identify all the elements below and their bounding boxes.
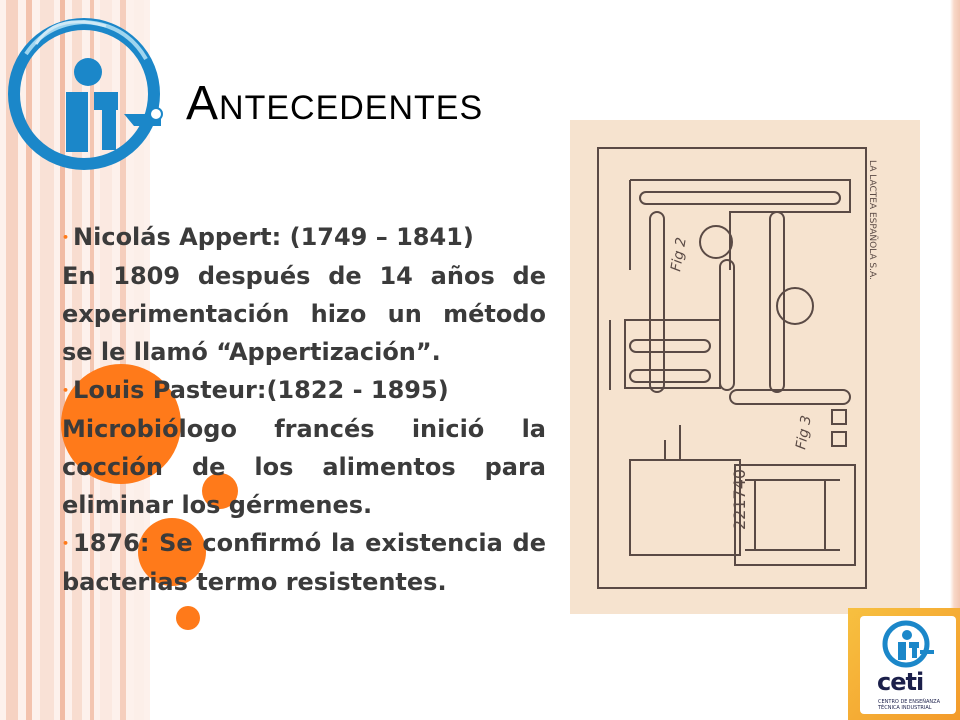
bullet-appert: • Nicolás Appert: (1749 – 1841) — [62, 218, 546, 257]
slide-title: Antecedentes — [186, 77, 484, 130]
text-pasteur: Microbiólogo francés inició la cocción de los alimentos para eliminar los gérmenes. — [62, 415, 546, 519]
patent-number: 221740 — [730, 468, 749, 530]
patent-header: LA LACTEA ESPAÑOLA S.A. — [867, 160, 877, 280]
ceti-logo-subtitle: CENTRO DE ENSEÑANZA TÉCNICA INDUSTRIAL — [878, 699, 941, 711]
fig3-label: Fig 3 — [793, 414, 815, 451]
bullet-1876: • 1876: Se confirmó la existencia de bacterias termo resistentes. — [62, 524, 546, 601]
slide-body — [62, 218, 546, 601]
patent-drawing-svg — [570, 120, 920, 614]
bullet-pasteur: • Louis Pasteur:(1822 - 1895) — [62, 371, 546, 410]
ceti-logo-icon — [878, 620, 938, 668]
text-appert: En 1809 después de 14 años de experimentación hizo un método se le llamó “Appertización”. — [62, 262, 546, 366]
ceti-logo-name: ceti — [877, 668, 924, 696]
patent-drawing-image — [570, 120, 920, 614]
fig2-label: Fig 2 — [668, 236, 690, 273]
circle-tiny — [176, 606, 200, 630]
ceti-logo-top — [6, 14, 166, 184]
